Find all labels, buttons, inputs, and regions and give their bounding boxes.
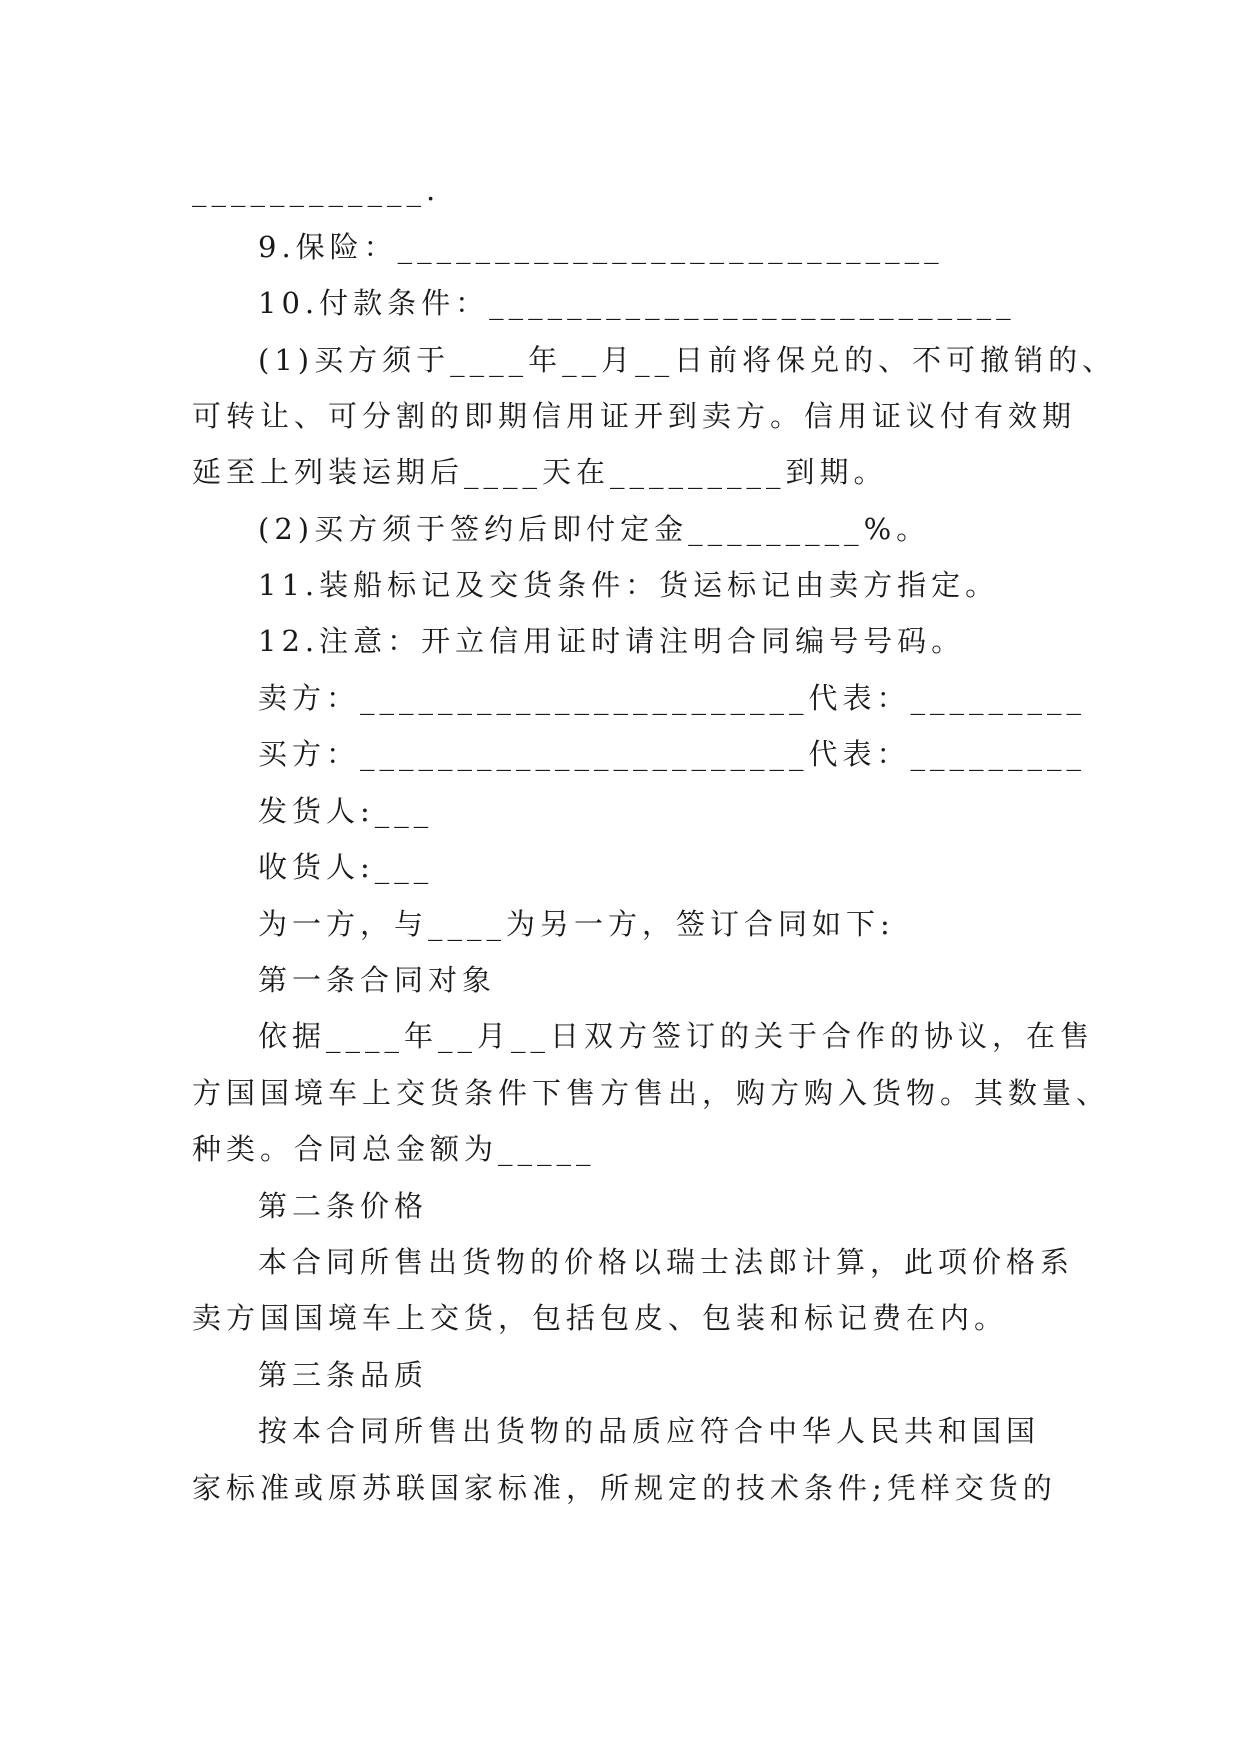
clause-10-item-2: (2)买方须于签约后即付定金_________%。: [258, 512, 931, 546]
clause-12-note: 12.注意：开立信用证时请注明合同编号号码。: [258, 624, 966, 658]
article-1-heading: 第一条合同对象: [258, 963, 497, 997]
article-1-para-line-1: 依据____年__月__日双方签订的关于合作的协议，在售: [258, 1019, 1095, 1053]
clause-10-item-1-line-2: 可转让、可分割的即期信用证开到卖方。信用证议付有效期: [192, 399, 1077, 433]
parties-intro: 为一方，与____为另一方，签订合同如下:: [258, 907, 895, 941]
article-2-para-line-1: 本合同所售出货物的价格以瑞士法郎计算，此项价格系: [258, 1245, 1075, 1279]
article-1-para-line-2: 方国国境车上交货条件下售方售出，购方购入货物。其数量、: [192, 1076, 1111, 1110]
clause-10-item-1-line-3: 延至上列装运期后____天在_________到期。: [192, 455, 888, 489]
clause-10-item-1-line-1: (1)买方须于____年__月__日前将保兑的、不可撤销的、: [258, 343, 1117, 377]
text-line-blank-tail: ____________.: [192, 173, 441, 207]
article-1-para-line-3: 种类。合同总金额为_____: [192, 1132, 596, 1166]
buyer-signature-line: 买方：_______________________代表：_________: [258, 737, 1087, 771]
article-3-para-line-2: 家标准或原苏联国家标准，所规定的技术条件;凭样交货的: [192, 1471, 1057, 1505]
seller-signature-line: 卖方：_______________________代表：_________: [258, 681, 1087, 715]
consignee-line: 收货人:___: [258, 850, 434, 884]
clause-9-insurance: 9.保险：____________________________: [258, 230, 944, 264]
article-3-para-line-1: 按本合同所售出货物的品质应符合中华人民共和国国: [258, 1414, 1041, 1448]
clause-11-shipping-marks: 11.装船标记及交货条件：货运标记由卖方指定。: [258, 568, 1000, 602]
consignor-line: 发货人:___: [258, 794, 434, 828]
article-3-heading: 第三条品质: [258, 1358, 429, 1392]
article-2-para-line-2: 卖方国国境车上交货，包括包皮、包装和标记费在内。: [192, 1301, 1009, 1335]
article-2-heading: 第二条价格: [258, 1189, 429, 1223]
clause-10-payment-terms: 10.付款条件：___________________________: [258, 286, 1016, 320]
